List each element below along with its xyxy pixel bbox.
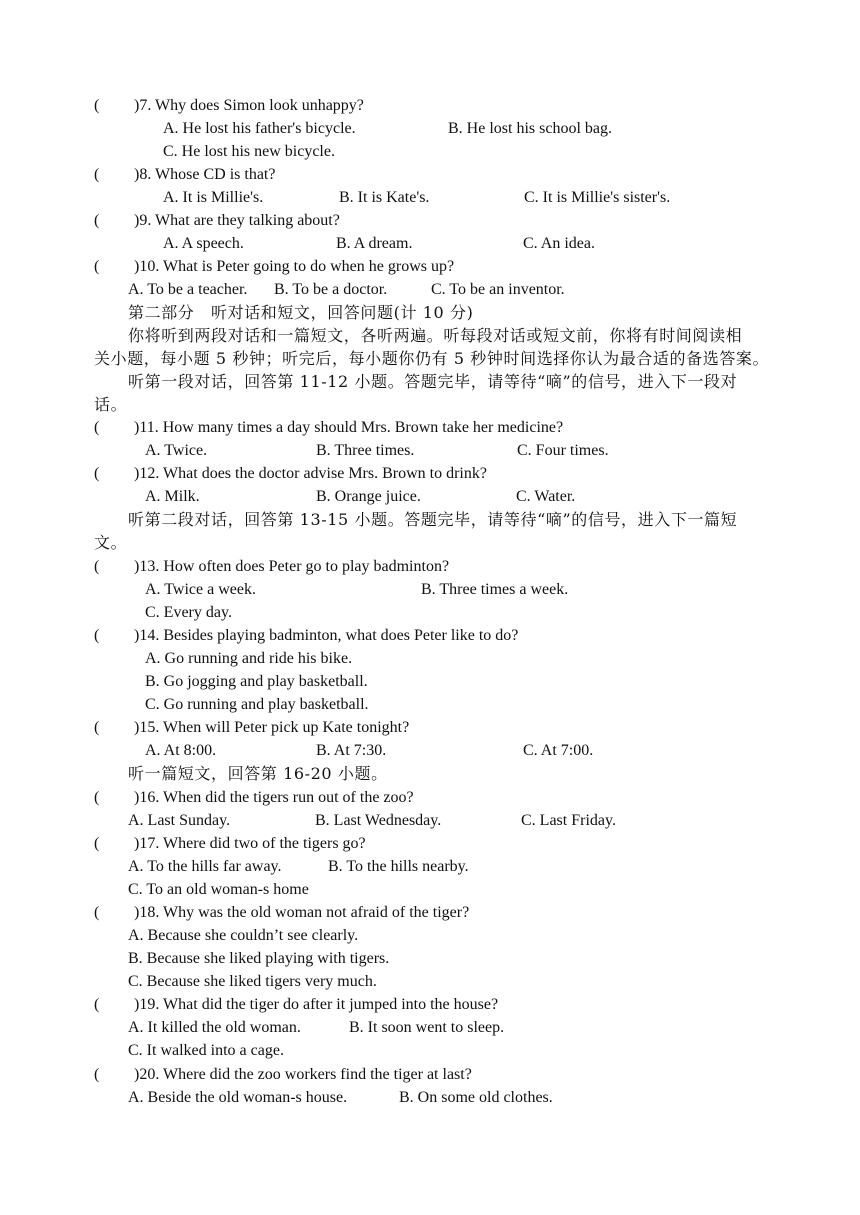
option-b: B. Three times. [316,442,415,459]
option-a: A. Twice a week. [145,581,256,598]
option-c: C. It is Millie's sister's. [524,189,671,206]
question-text: )12. What does the doctor advise Mrs. Brown to drink? [134,465,487,482]
option-b: B. He lost his school bag. [448,120,612,137]
question-text: )18. Why was the old woman not afraid of the tiger? [134,904,470,921]
option-c: C. It walked into a cage. [128,1042,284,1059]
answer-bracket: ( [94,166,100,183]
option-c: C. Go running and play basketball. [145,696,369,713]
answer-bracket: ( [94,719,100,736]
option-c: C. An idea. [523,235,595,252]
option-a: A. A speech. [163,235,244,252]
option-a: A. To the hills far away. [128,858,282,875]
option-c: C. Four times. [517,442,609,459]
answer-bracket: ( [94,789,100,806]
dialogue-2-instruction-line-1: 听第二段对话，回答第 13-15 小题。答题完毕，请等待“嘀”的信号，进入下一篇短 [128,510,738,529]
question-text: )17. Where did two of the tigers go? [134,835,366,852]
option-c: C. Every day. [145,604,232,621]
option-a: A. To be a teacher. [128,281,248,298]
answer-bracket: ( [94,419,100,436]
question-text: )7. Why does Simon look unhappy? [134,97,364,114]
answer-bracket: ( [94,258,100,275]
section-intro-line-1: 你将听到两段对话和一篇短文，各听两遍。听每段对话或短文前，你将有时间阅读相 [128,326,743,345]
answer-bracket: ( [94,1066,100,1083]
answer-bracket: ( [94,835,100,852]
section-title: 第二部分 听对话和短文，回答问题(计 10 分) [128,303,474,322]
question-text: )15. When will Peter pick up Kate tonight? [134,719,410,736]
option-c: C. At 7:00. [523,742,594,759]
option-a: A. Go running and ride his bike. [145,650,353,667]
question-text: )13. How often does Peter go to play badminton? [134,558,450,575]
option-b: B. A dream. [336,235,413,252]
answer-bracket: ( [94,97,100,114]
option-c: C. Water. [516,488,576,505]
option-c: C. Last Friday. [521,812,616,829]
option-b: B. At 7:30. [316,742,387,759]
option-c: C. He lost his new bicycle. [163,143,335,160]
option-b: B. It is Kate's. [339,189,430,206]
option-c: C. To be an inventor. [431,281,565,298]
option-a: A. Twice. [145,442,208,459]
answer-bracket: ( [94,996,100,1013]
passage-instruction: 听一篇短文，回答第 16-20 小题。 [128,764,388,783]
answer-bracket: ( [94,558,100,575]
question-text: )16. When did the tigers run out of the zoo? [134,789,414,806]
option-a: A. Last Sunday. [128,812,231,829]
option-b: B. To the hills nearby. [328,858,469,875]
option-a: A. He lost his father's bicycle. [163,120,356,137]
option-b: B. Because she liked playing with tigers. [128,950,390,967]
option-b: B. Go jogging and play basketball. [145,673,368,690]
option-b: B. Orange juice. [316,488,421,505]
dialogue-1-instruction-line-2: 话。 [94,395,128,414]
question-text: )14. Besides playing badminton, what does Peter like to do? [134,627,519,644]
question-text: )8. Whose CD is that? [134,166,276,183]
option-b: B. Last Wednesday. [315,812,442,829]
dialogue-1-instruction-line-1: 听第一段对话，回答第 11-12 小题。答题完毕，请等待“嘀”的信号，进入下一段对 [128,372,738,391]
option-b: B. To be a doctor. [274,281,388,298]
question-text: )9. What are they talking about? [134,212,340,229]
option-c: C. To an old woman-s home [128,881,309,898]
question-text: )11. How many times a day should Mrs. Brown take her medicine? [134,419,564,436]
answer-bracket: ( [94,212,100,229]
option-a: A. Milk. [145,488,200,505]
option-a: A. It is Millie's. [163,189,264,206]
option-a: A. It killed the old woman. [128,1019,301,1036]
dialogue-2-instruction-line-2: 文。 [94,533,128,552]
option-b: B. It soon went to sleep. [349,1019,505,1036]
answer-bracket: ( [94,904,100,921]
answer-bracket: ( [94,627,100,644]
question-text: )10. What is Peter going to do when he grows up? [134,258,455,275]
option-b: B. Three times a week. [421,581,569,598]
option-a: A. At 8:00. [145,742,217,759]
question-text: )19. What did the tiger do after it jumped into the house? [134,996,499,1013]
option-a: A. Beside the old woman-s house. [128,1089,348,1106]
option-c: C. Because she liked tigers very much. [128,973,377,990]
answer-bracket: ( [94,465,100,482]
option-b: B. On some old clothes. [399,1089,553,1106]
section-intro-line-2: 关小题，每小题 5 秒钟；听完后，每小题你仍有 5 秒钟时间选择你认为最合适的备选答案。 [94,349,770,368]
option-a: A. Because she couldn’t see clearly. [128,927,359,944]
question-text: )20. Where did the zoo workers find the tiger at last? [134,1066,472,1083]
